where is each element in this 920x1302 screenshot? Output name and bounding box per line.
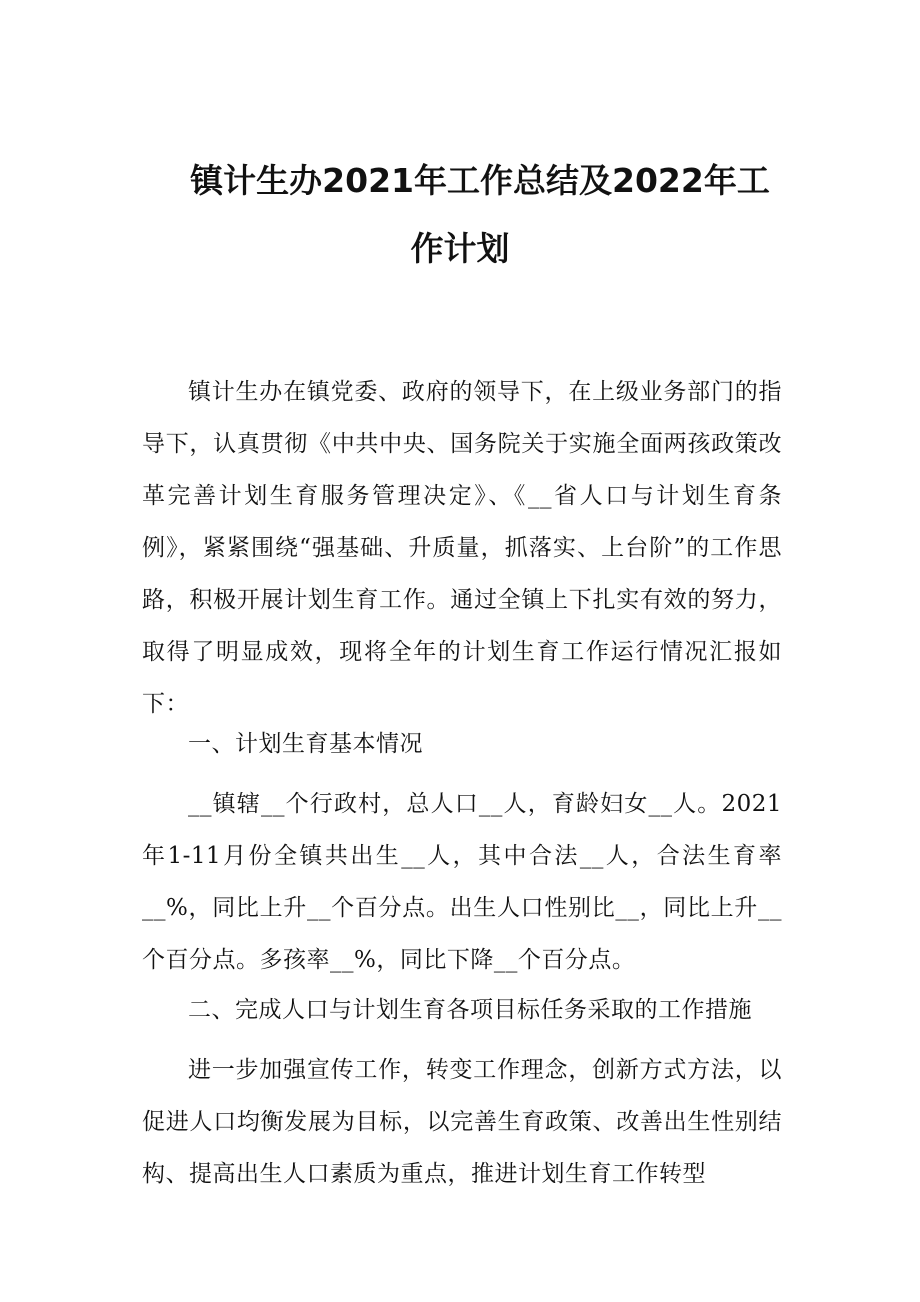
- document-title-line-1: 镇计生办2021年工作总结及2022年工: [190, 161, 770, 200]
- section-2-heading: 二、完成人口与计划生育各项目标任务采取的工作措施: [188, 997, 752, 1023]
- document-title-line-2: 作计划: [410, 229, 510, 268]
- intro-paragraph: 镇计生办在镇党委、政府的领导下，在上级业务部门的指导下，认真贯彻《中共中央、国务院关于实施全面两孩政策改革完善计划生育服务管理决定》、《__省人口与计划生育条例》，紧紧围绕“强基础、升质量，抓落实、上台阶”的工作思路，积极开展计划生育工作。通过全镇上下扎实有效的努力，取得了明显成效，现将全年的计划生育工作运行情况汇报如下：: [142, 379, 782, 717]
- section-2-paragraph: 进一步加强宣传工作，转变工作理念，创新方式方法，以促进人口均衡发展为目标，以完善生育政策、改善出生性别结构、提高出生人口素质为重点，推进计划生育工作转型: [142, 1057, 782, 1187]
- section-1-heading: 一、计划生育基本情况: [188, 731, 423, 757]
- section-1-paragraph: __镇辖__个行政村，总人口__人，育龄妇女__人。2021年1-11月份全镇共出生__人，其中合法__人，合法生育率__%，同比上升__个百分点。出生人口性别比__，同比上升__个百分点。多孩率__%，同比下降__个百分点。: [142, 791, 782, 973]
